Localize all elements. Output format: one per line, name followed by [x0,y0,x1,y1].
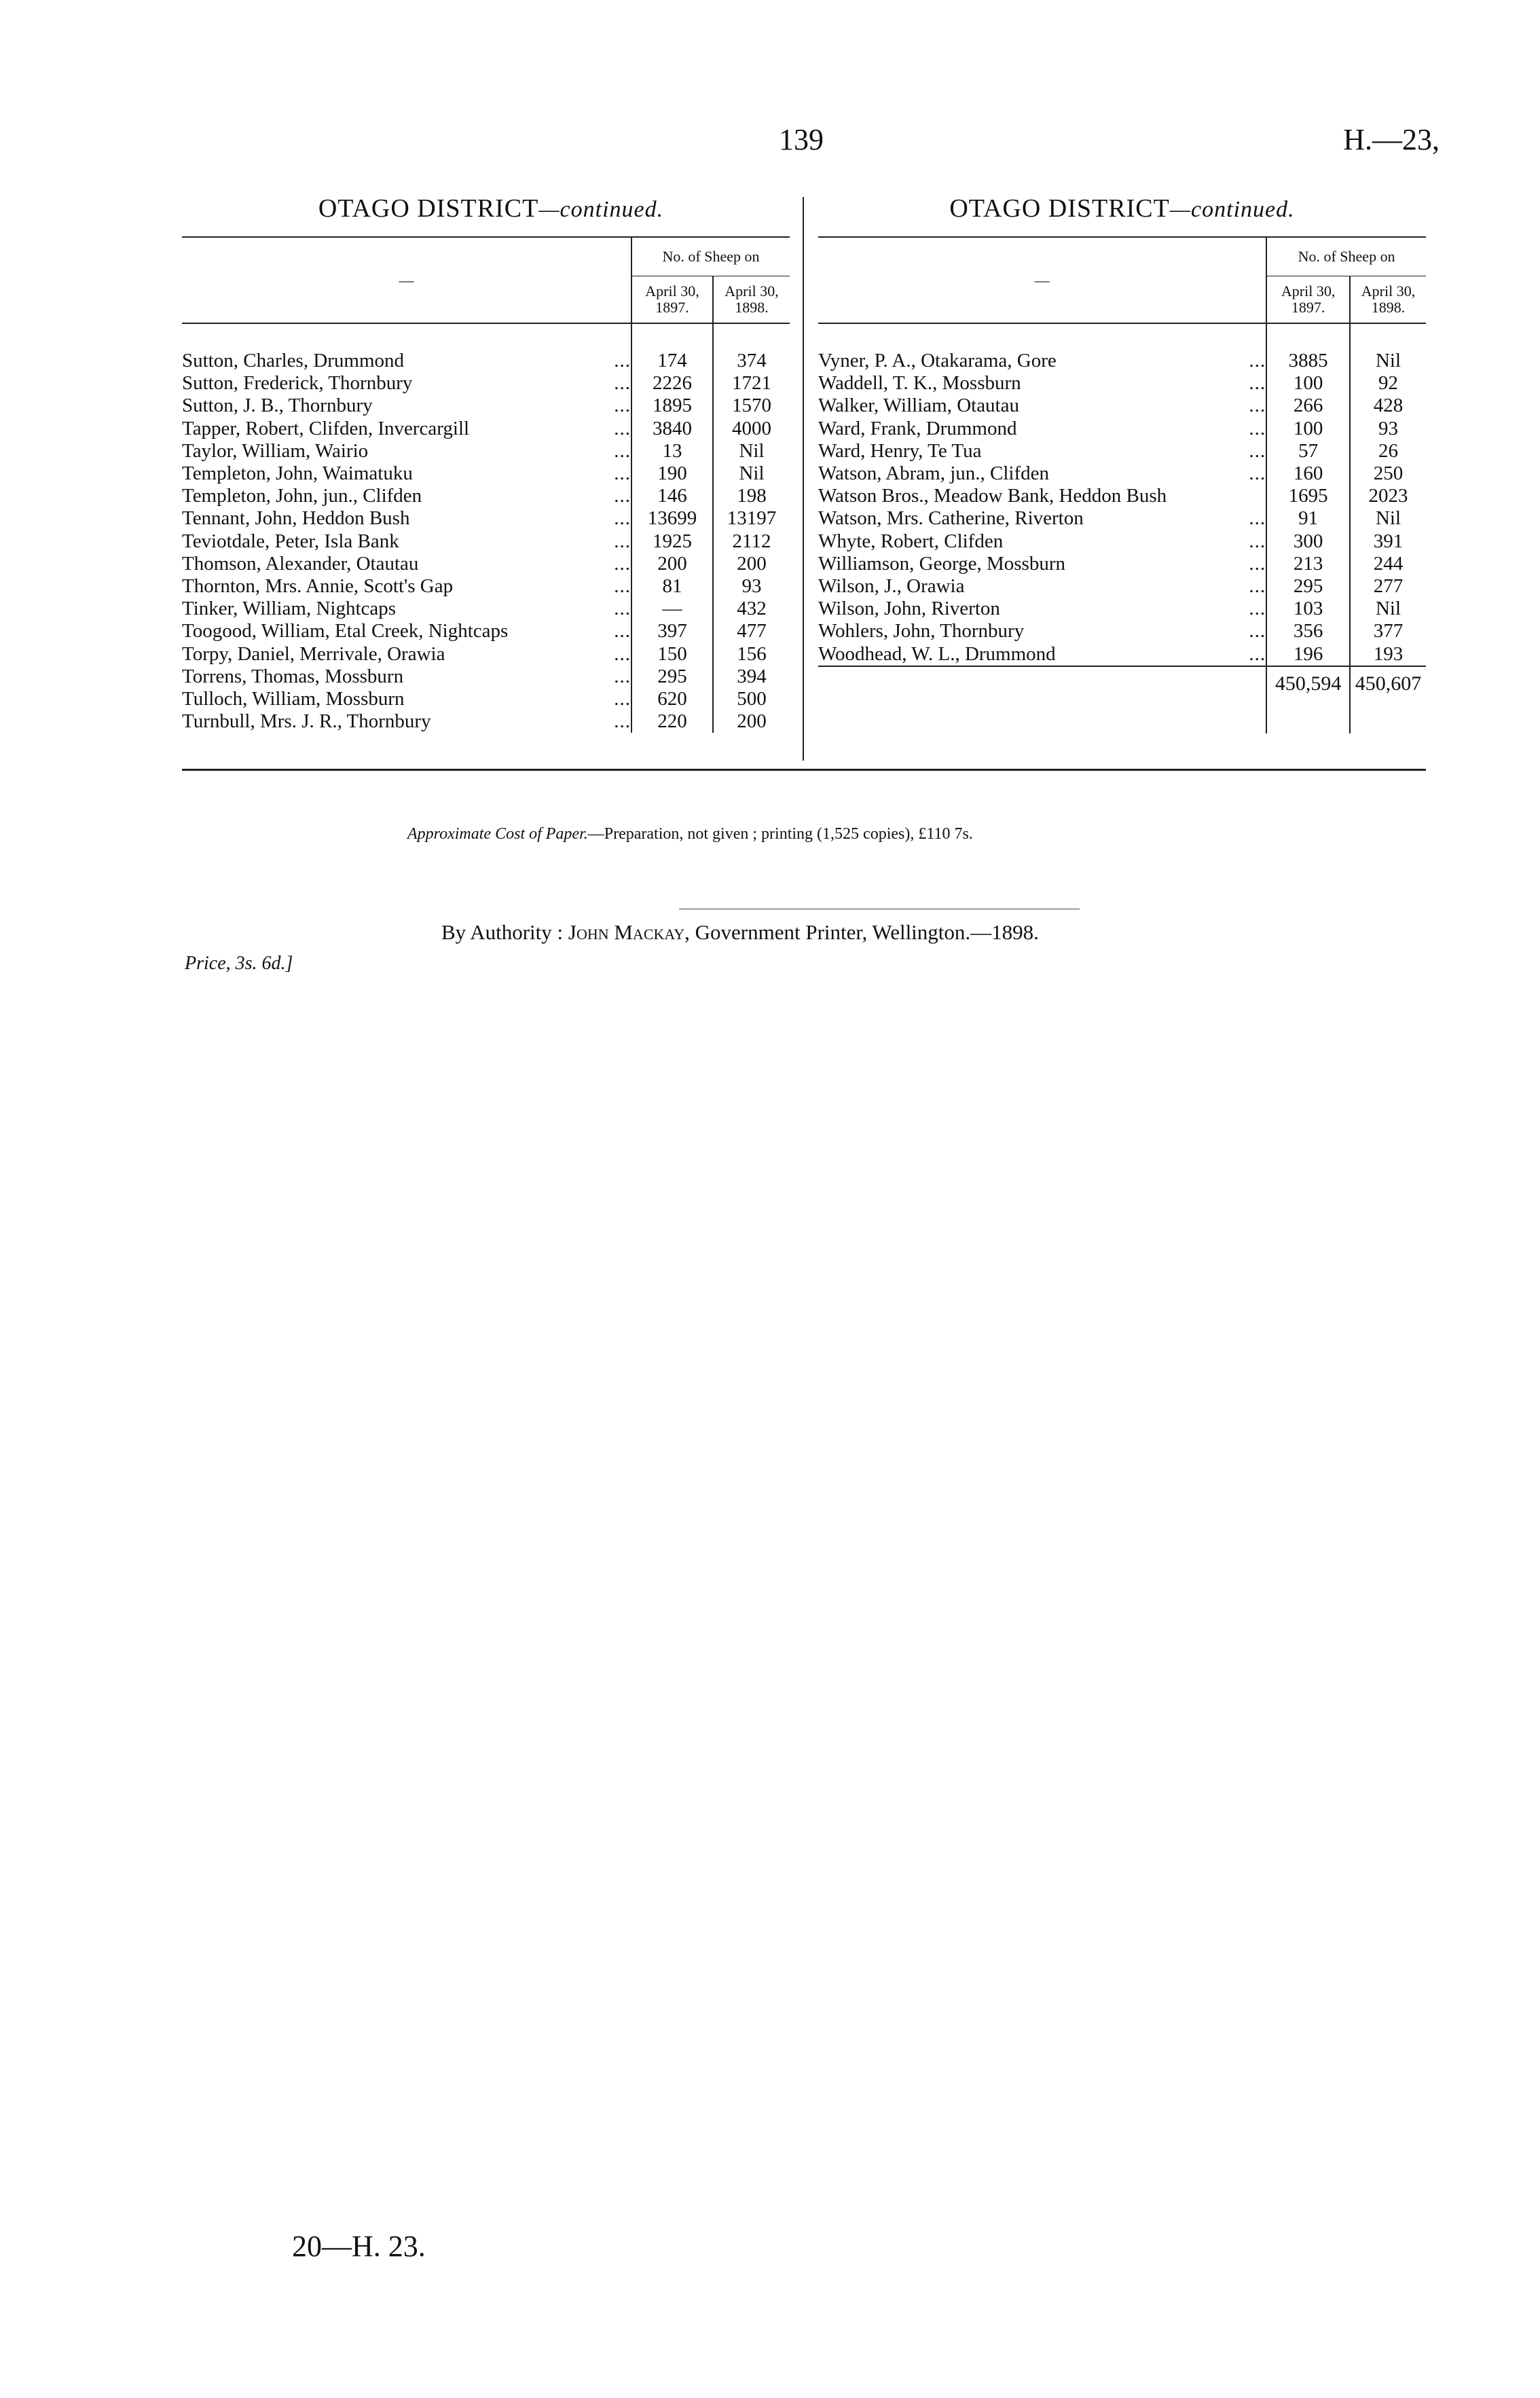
signature-mark: 20—H. 23. [292,2230,426,2263]
right-sheep-table [818,236,1426,733]
left-group-header: No. of Sheep on [631,237,790,276]
right-row-name: Ward, Frank, Drummond [818,417,1017,439]
left-row-dots: ... [614,598,631,620]
right-row-name: Woodhead, W. L., Drummond [818,642,1056,665]
printer-name: John Mackay [568,920,685,944]
right-row-dots: ... [1249,439,1266,462]
left-row-1898: 198 [713,485,790,507]
left-table-row [182,666,790,688]
left-row-name: Sutton, Frederick, Thornbury [182,372,413,395]
left-row-name: Thornton, Mrs. Annie, Scott's Gap [182,575,454,598]
left-table-row [182,372,790,395]
left-name-header: — [182,237,631,323]
right-table-row [818,643,1426,666]
left-row-1897: 190 [631,462,713,485]
right-row-dots [1249,485,1266,507]
right-row-1897: 57 [1266,440,1350,462]
left-row-dots: ... [614,530,631,552]
left-row-dots: ... [614,575,631,598]
left-row-1897: 150 [631,643,713,666]
left-table-row [182,485,790,507]
right-table-row [818,530,1426,553]
cost-text: —Preparation, not given ; printing (1,525 copies), £110 7s. [587,825,973,843]
left-row-1897: 2226 [631,372,713,395]
left-row-1897: 13699 [631,507,713,530]
right-row-dots: ... [1249,620,1266,642]
right-row-1898: 391 [1350,530,1426,553]
right-table-row [818,553,1426,575]
right-row-1898: 92 [1350,372,1426,395]
left-row-name: Thomson, Alexander, Otautau [182,552,419,575]
right-district-title-continued: —continued. [1169,197,1295,222]
left-row-1898: 1570 [713,395,790,417]
right-district-title-text: OTAGO DISTRICT [949,194,1170,223]
left-sheep-table [182,236,790,733]
right-row-name: Watson, Mrs. Catherine, Riverton [818,507,1084,530]
right-row-dots: ... [1249,395,1266,417]
left-row-dots: ... [614,710,631,733]
price: Price, 3s. 6d.] [185,953,293,974]
right-row-1897: 266 [1266,395,1350,417]
left-row-1898: 156 [713,643,790,666]
right-row-dots: ... [1249,507,1266,530]
right-row-dots: ... [1249,372,1266,395]
right-row-name: Williamson, George, Mossburn [818,552,1065,575]
left-district-title-text: OTAGO DISTRICT [318,194,539,223]
right-row-1898: 244 [1350,553,1426,575]
left-row-dots: ... [614,372,631,395]
left-row-1897: 620 [631,688,713,710]
left-row-dots: ... [614,439,631,462]
right-row-dots: ... [1249,552,1266,575]
authority-prefix: By Authority : [441,920,568,944]
left-row-dots: ... [614,665,631,687]
right-table-row [818,598,1426,620]
left-table-row [182,710,790,733]
column-divider [803,197,804,761]
right-row-1898: Nil [1350,507,1426,530]
left-row-dots: ... [614,395,631,417]
left-row-1897: 200 [631,553,713,575]
left-table-row [182,530,790,553]
right-row-1898: 93 [1350,418,1426,440]
left-row-1898: 394 [713,666,790,688]
right-row-1898: Nil [1350,598,1426,620]
left-row-name: Teviotdale, Peter, Isla Bank [182,530,399,552]
left-row-dots: ... [614,485,631,507]
right-row-1898: 26 [1350,440,1426,462]
left-row-1898: Nil [713,462,790,485]
right-name-header: — [818,237,1266,323]
right-table-row [818,372,1426,395]
table-bottom-rule [182,769,1426,771]
right-total-1898: 450,607 [1350,666,1426,701]
left-row-1897: 220 [631,710,713,733]
left-row-dots: ... [614,350,631,371]
left-row-1897: 1925 [631,530,713,553]
right-table-row [818,462,1426,485]
left-row-1898: 4000 [713,418,790,440]
left-row-dots: ... [614,688,631,710]
left-row-1897: 146 [631,485,713,507]
cost-label: Approximate Cost of Paper. [407,825,588,843]
authority-suffix: , Government Printer, Wellington.—1898. [684,920,1039,944]
document-code: H.—23, [1343,123,1440,156]
right-row-1898: 377 [1350,620,1426,642]
left-row-1898: Nil [713,440,790,462]
right-row-name: Watson, Abram, jun., Clifden [818,462,1049,485]
left-table-row [182,575,790,598]
left-row-name: Templeton, John, jun., Clifden [182,485,422,507]
left-table-row [182,507,790,530]
left-district-title-continued: —continued. [538,197,664,222]
left-row-dots: ... [614,507,631,530]
left-row-1898: 432 [713,598,790,620]
right-group-header: No. of Sheep on [1266,237,1426,276]
right-table-row [818,620,1426,642]
right-row-1898: 428 [1350,395,1426,417]
cost-note [407,825,1290,843]
left-row-name: Tennant, John, Heddon Bush [182,507,410,530]
right-table-row [818,440,1426,462]
left-row-name: Taylor, William, Wairio [182,439,369,462]
left-row-name: Toogood, William, Etal Creek, Nightcaps [182,620,509,642]
left-row-1898: 200 [713,710,790,733]
right-row-1897: 91 [1266,507,1350,530]
left-row-1897: 13 [631,440,713,462]
right-row-dots: ... [1249,642,1266,665]
left-row-name: Templeton, John, Waimatuku [182,462,413,485]
right-row-name: Waddell, T. K., Mossburn [818,372,1021,395]
right-row-name: Whyte, Robert, Clifden [818,530,1004,552]
page-number: 139 [779,123,824,156]
left-row-1898: 477 [713,620,790,642]
right-row-dots: ... [1249,530,1266,552]
left-table-row [182,688,790,710]
right-row-dots: ... [1249,350,1266,371]
left-row-1898: 374 [713,350,790,372]
authority-line [441,920,1324,945]
right-table-row [818,350,1426,372]
right-row-name: Vyner, P. A., Otakarama, Gore [818,350,1057,371]
left-row-name: Torpy, Daniel, Merrivale, Orawia [182,642,445,665]
left-row-name: Tinker, William, Nightcaps [182,598,397,620]
left-col-1897-header: April 30, 1897. [631,276,713,324]
left-table-row [182,462,790,485]
right-row-1897: 3885 [1266,350,1350,372]
left-table-row [182,643,790,666]
left-district-title [182,194,800,223]
left-row-1897: 174 [631,350,713,372]
left-table-row [182,553,790,575]
right-row-name: Watson Bros., Meadow Bank, Heddon Bush [818,485,1167,507]
left-row-1897: 3840 [631,418,713,440]
left-row-dots: ... [614,620,631,642]
left-row-1898: 13197 [713,507,790,530]
left-row-1898: 500 [713,688,790,710]
right-total-1897: 450,594 [1266,666,1350,701]
left-table-row [182,395,790,417]
left-row-dots: ... [614,642,631,665]
right-row-1897: 100 [1266,372,1350,395]
right-row-1897: 100 [1266,418,1350,440]
right-row-1897: 356 [1266,620,1350,642]
left-table-row [182,598,790,620]
right-row-dots: ... [1249,462,1266,485]
right-district-title [818,194,1426,223]
left-row-name: Torrens, Thomas, Mossburn [182,665,404,687]
right-row-1897: 1695 [1266,485,1350,507]
right-col-1898-header: April 30, 1898. [1350,276,1426,324]
left-col-1898-header: April 30, 1898. [713,276,790,324]
right-row-dots: ... [1249,575,1266,598]
right-row-1897: 295 [1266,575,1350,598]
right-row-1898: Nil [1350,350,1426,372]
left-row-1897: 295 [631,666,713,688]
right-row-name: Wilson, J., Orawia [818,575,965,598]
left-row-name: Sutton, J. B., Thornbury [182,395,373,417]
right-row-1898: 2023 [1350,485,1426,507]
right-table-row [818,418,1426,440]
left-table-row [182,418,790,440]
left-row-name: Sutton, Charles, Drummond [182,350,405,371]
left-row-1898: 93 [713,575,790,598]
left-row-dots: ... [614,462,631,485]
left-row-name: Turnbull, Mrs. J. R., Thornbury [182,710,431,733]
right-table-row [818,507,1426,530]
right-row-dots: ... [1249,598,1266,620]
left-row-1898: 200 [713,553,790,575]
right-table-row [818,575,1426,598]
left-table-row [182,440,790,462]
left-row-1897: 81 [631,575,713,598]
right-row-1898: 250 [1350,462,1426,485]
right-row-1898: 277 [1350,575,1426,598]
right-row-1898: 193 [1350,643,1426,666]
right-row-1897: 103 [1266,598,1350,620]
right-row-dots: ... [1249,417,1266,439]
right-row-1897: 213 [1266,553,1350,575]
right-row-name: Wilson, John, Riverton [818,598,1000,620]
left-row-1898: 1721 [713,372,790,395]
right-row-name: Ward, Henry, Te Tua [818,439,982,462]
left-table-row [182,620,790,642]
right-row-name: Wohlers, John, Thornbury [818,620,1025,642]
left-row-name: Tulloch, William, Mossburn [182,688,405,710]
left-row-1897: — [631,598,713,620]
right-table-row [818,395,1426,417]
right-col-1897-header: April 30, 1897. [1266,276,1350,324]
left-row-1897: 397 [631,620,713,642]
right-row-1897: 300 [1266,530,1350,553]
left-row-1897: 1895 [631,395,713,417]
right-row-name: Walker, William, Otautau [818,395,1019,417]
left-row-dots: ... [614,552,631,575]
left-row-1898: 2112 [713,530,790,553]
right-row-1897: 160 [1266,462,1350,485]
left-row-name: Tapper, Robert, Clifden, Invercargill [182,417,470,439]
left-table-row [182,350,790,372]
right-row-1897: 196 [1266,643,1350,666]
left-row-dots: ... [614,417,631,439]
right-table-row [818,485,1426,507]
